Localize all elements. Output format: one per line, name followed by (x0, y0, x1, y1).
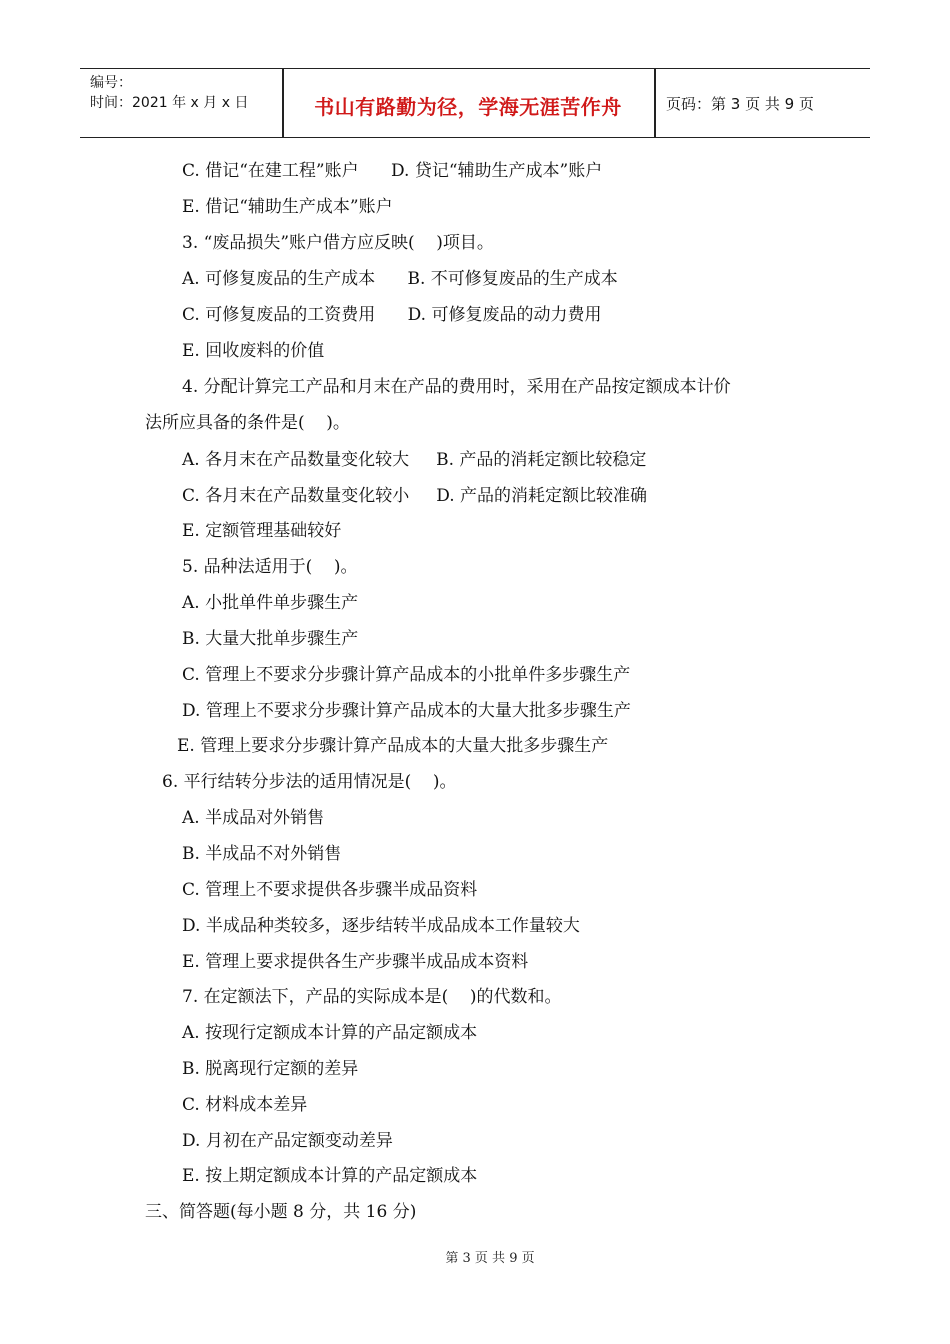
text-line: E. 回收废料的价值 (182, 341, 325, 361)
text-line: 4. 分配计算完工产品和月末在产品的费用时，采用在产品按定额成本计价 (182, 377, 731, 397)
text-line: C. 各月末在产品数量变化较小 D. 产品的消耗定额比较准确 (182, 486, 648, 506)
text-line: B. 脱离现行定额的差异 (182, 1059, 359, 1079)
text-line: C. 管理上不要求提供各步骤半成品资料 (182, 880, 478, 900)
text-line: E. 按上期定额成本计算的产品定额成本 (182, 1166, 478, 1186)
header-page-label: 页码：第 3 页 共 9 页 (666, 95, 814, 113)
text-line: A. 半成品对外销售 (182, 808, 325, 828)
header-meta (90, 73, 248, 113)
header-time-label: 时间：2021 年 x 月 x 日 (90, 95, 249, 111)
header-motto: 书山有路勤为径，学海无涯苦作舟 (314, 95, 622, 119)
text-line: E. 定额管理基础较好 (182, 521, 342, 541)
text-line: C. 可修复废品的工资费用 D. 可修复废品的动力费用 (182, 305, 602, 325)
text-line: C. 材料成本差异 (182, 1095, 308, 1115)
text-line: 5. 品种法适用于( )。 (182, 557, 358, 577)
text-line: 法所应具备的条件是( )。 (145, 413, 350, 433)
page-header (80, 68, 870, 138)
text-line: 7. 在定额法下，产品的实际成本是( )的代数和。 (182, 987, 562, 1007)
header-number-label: 编号： (90, 75, 132, 91)
text-line: 6. 平行结转分步法的适用情况是( )。 (162, 772, 457, 792)
text-line: C. 管理上不要求分步骤计算产品成本的小批单件多步骤生产 (182, 665, 631, 685)
text-line: E. 管理上要求分步骤计算产品成本的大量大批多步骤生产 (177, 736, 609, 756)
text-line: B. 大量大批单步骤生产 (182, 629, 359, 649)
text-line: E. 借记“辅助生产成本”账户 (182, 197, 393, 217)
page-footer: 第 3 页 共 9 页 (445, 1251, 535, 1266)
text-line: D. 半成品种类较多，逐步结转半成品成本工作量较大 (182, 916, 580, 936)
text-line: A. 可修复废品的生产成本 B. 不可修复废品的生产成本 (182, 269, 618, 289)
text-line: A. 按现行定额成本计算的产品定额成本 (182, 1023, 478, 1043)
text-line: A. 各月末在产品数量变化较大 B. 产品的消耗定额比较稳定 (182, 450, 647, 470)
text-line: C. 借记“在建工程”账户 D. 贷记“辅助生产成本”账户 (182, 161, 603, 181)
text-line: A. 小批单件单步骤生产 (182, 593, 359, 613)
text-line: D. 月初在产品定额变动差异 (182, 1131, 393, 1151)
text-line: 3. “废品损失”账户借方应反映( )项目。 (182, 233, 494, 253)
text-line: B. 半成品不对外销售 (182, 844, 342, 864)
text-line: E. 管理上要求提供各生产步骤半成品成本资料 (182, 952, 529, 972)
section-heading: 三、简答题(每小题 8 分，共 16 分) (145, 1202, 417, 1222)
text-line: D. 管理上不要求分步骤计算产品成本的大量大批多步骤生产 (182, 701, 631, 721)
